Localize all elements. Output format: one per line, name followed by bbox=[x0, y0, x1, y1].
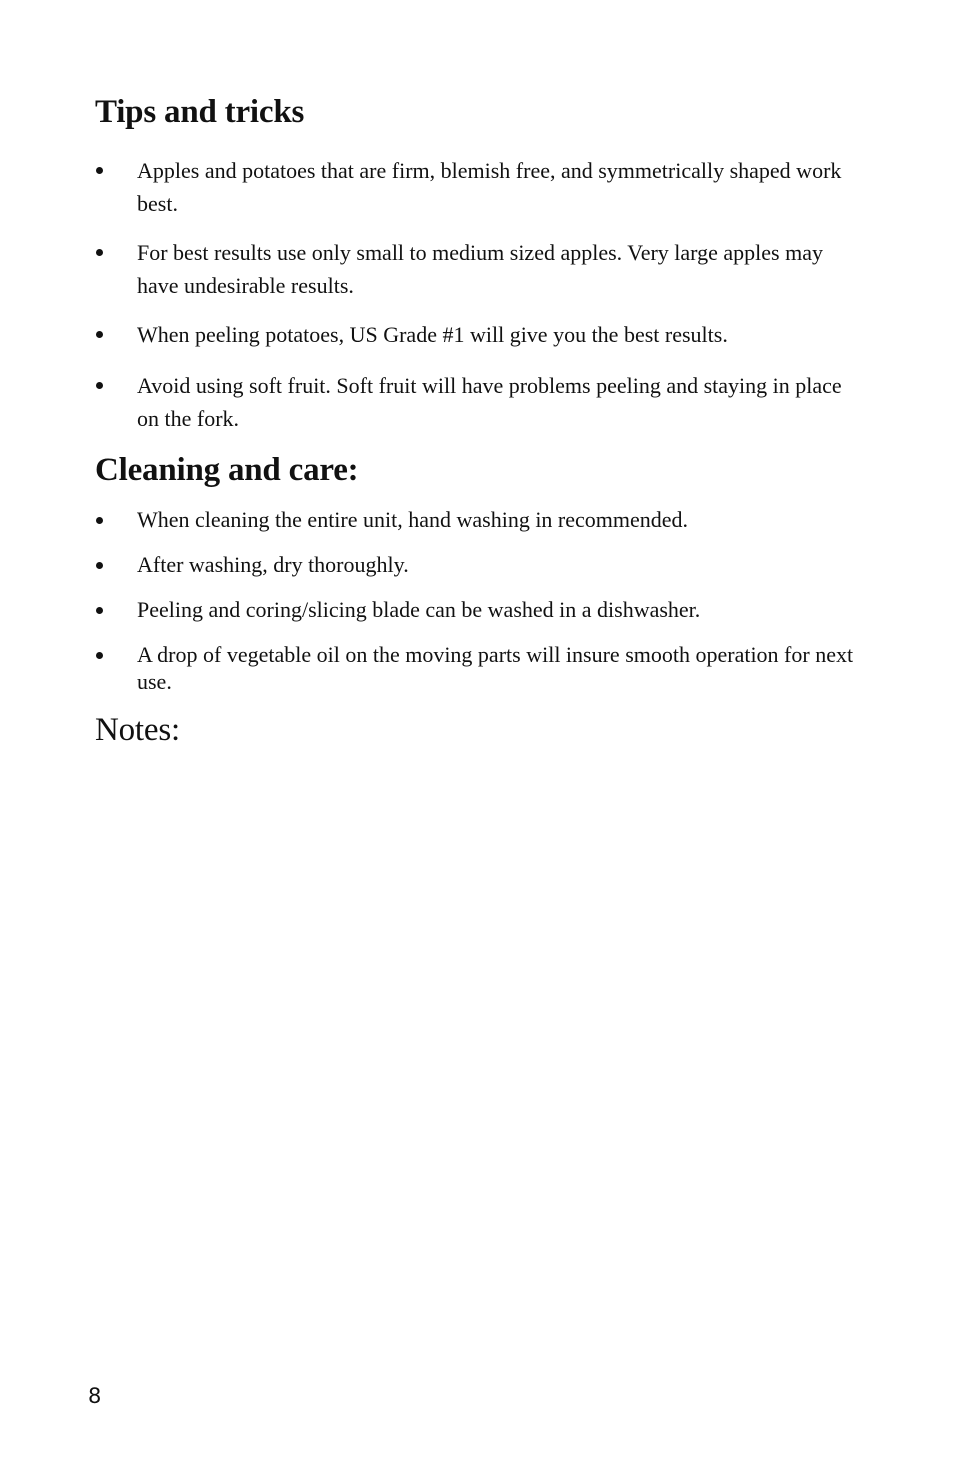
list-item-text: A drop of vegetable oil on the moving parts will insure smooth operation for next use. bbox=[137, 642, 854, 694]
notes-heading: Notes: bbox=[95, 712, 180, 748]
tips-heading: Tips and tricks bbox=[95, 94, 305, 130]
list-item-text: Peeling and coring/slicing blade can be washed in a dishwasher. bbox=[137, 597, 701, 622]
bullet-icon bbox=[96, 331, 103, 338]
list-item-text: When peeling potatoes, US Grade #1 will give you the best results. bbox=[137, 322, 728, 347]
bullet-icon bbox=[96, 167, 103, 174]
list-item-text: Apples and potatoes that are firm, blemish free, and symmetrically shaped work best. bbox=[137, 158, 842, 216]
list-item-text: Avoid using soft fruit. Soft fruit will have problems peeling and staying in place on the fork. bbox=[137, 373, 842, 431]
list-item-text: For best results use only small to medium sized apples. Very large apples may have undesirable results. bbox=[137, 240, 823, 298]
bullet-icon bbox=[96, 652, 103, 659]
bullet-icon bbox=[96, 382, 103, 389]
page-number: 8 bbox=[88, 1384, 102, 1408]
list-item-text: After washing, dry thoroughly. bbox=[137, 552, 409, 577]
cleaning-heading: Cleaning and care: bbox=[95, 452, 359, 488]
bullet-icon bbox=[96, 517, 103, 524]
bullet-icon bbox=[96, 607, 103, 614]
bullet-icon bbox=[96, 562, 103, 569]
list-item-text: When cleaning the entire unit, hand washing in recommended. bbox=[137, 507, 689, 532]
bullet-icon bbox=[96, 249, 103, 256]
